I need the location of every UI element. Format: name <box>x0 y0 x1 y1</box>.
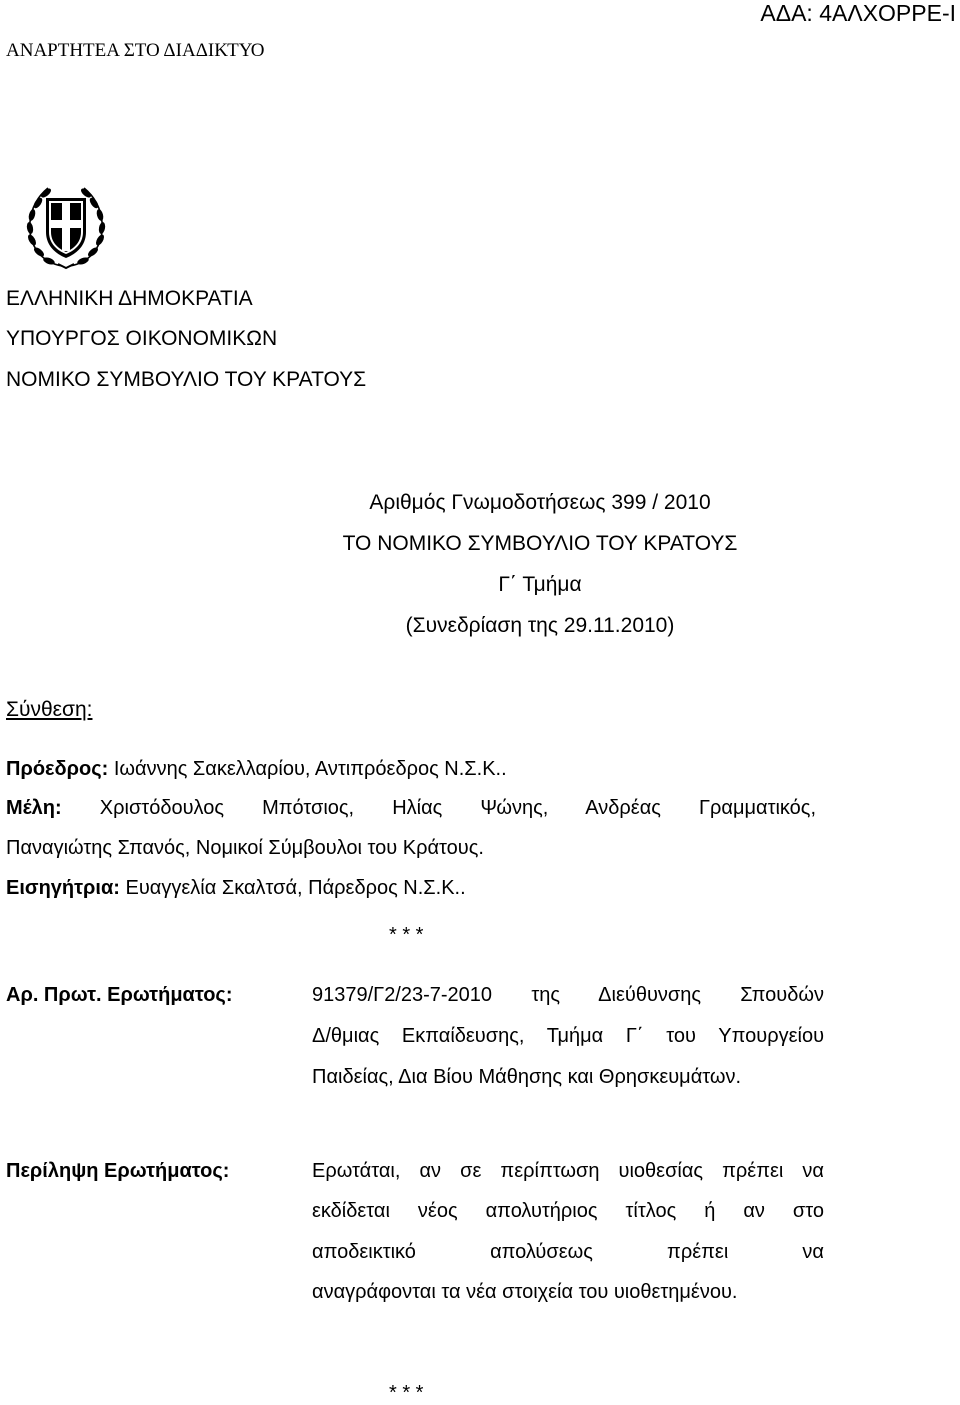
protocol-line-2: Δ/θμιας Εκπαίδευσης, Τμήμα Γ΄ του Υπουργείου <box>312 1025 824 1047</box>
members-label: Μέλη: <box>6 797 62 819</box>
members-text-1: Χριστόδουλος Μπότσιος, Ηλίας Ψώνης, Ανδρέας Γραμματικός, <box>99 797 816 819</box>
rapporteur-text: Ευαγγελία Σκαλτσά, Πάρεδρος Ν.Σ.Κ.. <box>125 877 466 899</box>
opinion-section: Γ΄ Τμήμα <box>498 573 582 596</box>
summary-line-2: εκδίδεται νέος απολυτήριος τίτλος ή αν στο <box>312 1200 824 1222</box>
protocol-line-3: Παιδείας, Δια Βίου Μάθησης και Θρησκευμάτων. <box>312 1066 742 1088</box>
opinion-council: ΤΟ ΝΟΜΙΚΟ ΣΥΜΒΟΥΛΙΟ ΤΟΥ ΚΡΑΤΟΥΣ <box>342 532 738 555</box>
separator-query: * * * <box>389 1382 424 1404</box>
issuer-line-ministry: ΥΠΟΥΡΓΟΣ ΟΙΚΟΝΟΜΙΚΩΝ <box>6 327 278 350</box>
posted-notice: ΑΝΑΡΤΗΤΕΑ ΣΤΟ ΔΙΑΔΙΚΤΥΟ <box>6 40 265 61</box>
members-line-2: Παναγιώτης Σπανός, Νομικοί Σύμβουλοι του Κράτους. <box>6 837 484 859</box>
rapporteur-line <box>6 877 466 900</box>
protocol-line-1: 91379/Γ2/23-7-2010 της Διεύθυνσης Σπουδών <box>312 984 824 1006</box>
summary-line-1: Ερωτάται, αν σε περίπτωση υιοθεσίας πρέπει να <box>312 1160 824 1182</box>
summary-line-4: αναγράφονται τα νέα στοιχεία του υιοθετημένου. <box>312 1281 738 1303</box>
president-label: Πρόεδρος: <box>6 758 109 780</box>
issuer-line-council: ΝΟΜΙΚΟ ΣΥΜΒΟΥΛΙΟ ΤΟΥ ΚΡΑΤΟΥΣ <box>6 368 367 391</box>
opinion-number: Αριθμός Γνωμοδοτήσεως 399 / 2010 <box>369 491 711 514</box>
protocol-label: Αρ. Πρωτ. Ερωτήματος: <box>6 984 233 1006</box>
president-text: Ιωάννης Σακελλαρίου, Αντιπρόεδρος Ν.Σ.Κ.. <box>113 758 507 780</box>
composition-heading: Σύνθεση: <box>6 698 93 721</box>
greek-coat-of-arms-icon <box>22 182 110 272</box>
ada-code: ΑΔΑ: 4ΑΛΧΟΡΡΕ-Ι <box>760 0 956 26</box>
opinion-session: (Συνεδρίαση της 29.11.2010) <box>405 614 675 637</box>
summary-line-3: αποδεικτικό απολύσεως πρέπει να <box>312 1241 824 1263</box>
rapporteur-label: Εισηγήτρια: <box>6 877 120 899</box>
president-line <box>6 758 507 781</box>
summary-label: Περίληψη Ερωτήματος: <box>6 1160 230 1182</box>
issuer-line-republic: ΕΛΛΗΝΙΚΗ ΔΗΜΟΚΡΑΤΙΑ <box>6 287 253 310</box>
members-line-1 <box>6 797 816 820</box>
separator-composition: * * * <box>389 924 424 946</box>
